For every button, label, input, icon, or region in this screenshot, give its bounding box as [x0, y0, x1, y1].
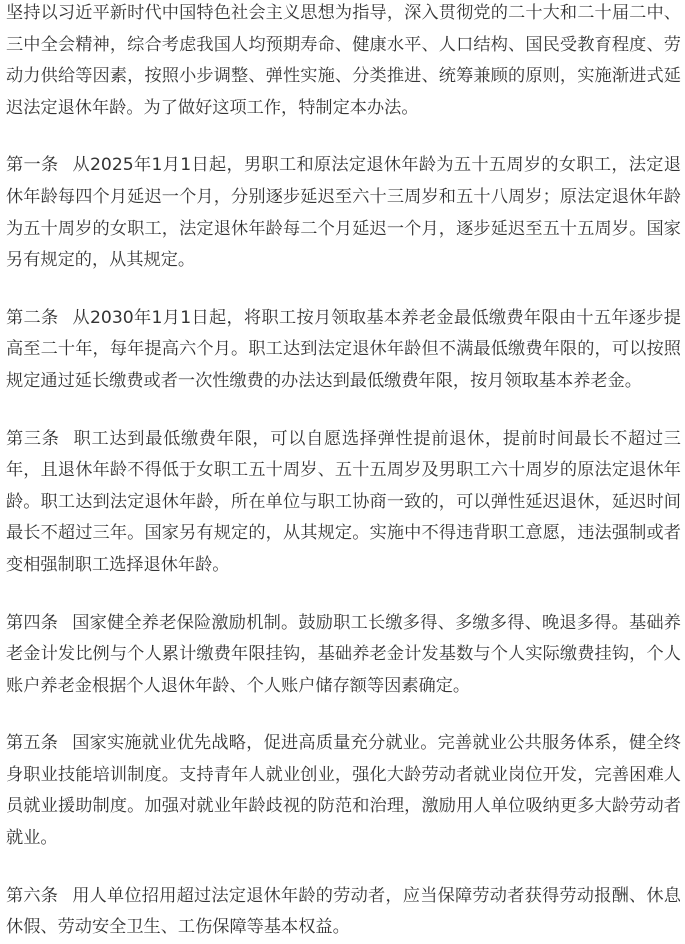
article-6-number: 第六条 — [6, 885, 59, 906]
article-6 — [6, 881, 681, 944]
article-4-text: 国家健全养老保险激励机制。鼓励职工长缴多得、多缴多得、晚退多得。基础养老金计发比例与个人累计缴费年限挂钩，基础养老金计发基数与个人实际缴费挂钩，个人账户养老金根据个人退休年龄、个人账户储存额等因素确定。 — [6, 612, 681, 696]
article-2-text: 从2030年1月1日起，将职工按月领取基本养老金最低缴费年限由十五年逐步提高至二十年，每年提高六个月。职工达到法定退休年龄但不满最低缴费年限的，可以按照规定通过延长缴费或者一次性缴费的办法达到最低缴费年限，按月领取基本养老金。 — [6, 307, 681, 391]
article-4-number: 第四条 — [6, 612, 59, 633]
article-3-text: 职工达到最低缴费年限，可以自愿选择弹性提前退休，提前时间最长不超过三年，且退休年龄不得低于女职工五十周岁、五十五周岁及男职工六十周岁的原法定退休年龄。职工达到法定退休年龄，所在单位与职工协商一致的，可以弹性延迟退休，延迟时间最长不超过三年。国家另有规定的，从其规定。实施中不得违背职工意愿，违法强制或者变相强制职工选择退休年龄。 — [6, 428, 681, 575]
article-6-text: 用人单位招用超过法定退休年龄的劳动者，应当保障劳动者获得劳动报酬、休息休假、劳动安全卫生、工伤保障等基本权益。 — [6, 885, 681, 938]
article-5 — [6, 728, 681, 854]
article-2-number: 第二条 — [6, 307, 59, 328]
article-3-number: 第三条 — [6, 428, 60, 449]
article-4 — [6, 608, 681, 703]
article-3 — [6, 424, 681, 582]
article-1-text: 从2025年1月1日起，男职工和原法定退休年龄为五十五周岁的女职工，法定退休年龄每四个月延迟一个月，分别逐步延迟至六十三周岁和五十八周岁；原法定退休年龄为五十周岁的女职工，法定退休年龄每二个月延迟一个月，逐步延迟至五十五周岁。国家另有规定的，从其规定。 — [6, 155, 681, 271]
article-1 — [6, 150, 681, 276]
intro-paragraph: 坚持以习近平新时代中国特色社会主义思想为指导，深入贯彻党的二十大和二十届二中、三中全会精神，综合考虑我国人均预期寿命、健康水平、人口结构、国民受教育程度、劳动力供给等因素，按照小步调整、弹性实施、分类推进、统筹兼顾的原则，实施渐进式延迟法定退休年龄。为了做好这项工作，特制定本办法。 — [6, 3, 681, 118]
article-2 — [6, 303, 681, 398]
article-5-number: 第五条 — [6, 733, 59, 754]
article-1-number: 第一条 — [6, 155, 59, 176]
article-5-text: 国家实施就业优先战略，促进高质量充分就业。完善就业公共服务体系，健全终身职业技能培训制度。支持青年人就业创业，强化大龄劳动者就业岗位开发，完善困难人员就业援助制度。加强对就业年龄歧视的防范和治理，激励用人单位吸纳更多大龄劳动者就业。 — [6, 733, 681, 849]
